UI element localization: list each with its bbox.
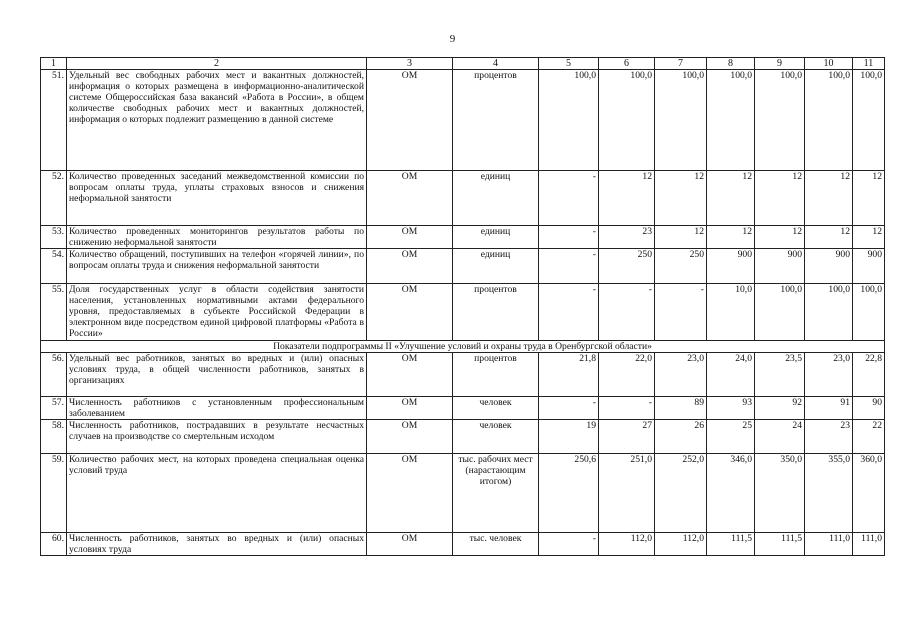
indicator-value: 100,0 — [539, 70, 599, 171]
indicator-value: 12 — [655, 226, 707, 249]
indicator-value: - — [599, 284, 655, 341]
indicator-value: - — [539, 171, 599, 226]
column-header: 2 — [67, 58, 367, 70]
indicators-table — [40, 57, 885, 556]
table-row — [41, 420, 885, 454]
indicator-value: 12 — [707, 226, 755, 249]
unit-of-measure: человек — [453, 397, 539, 420]
indicator-value: 23,0 — [805, 353, 853, 397]
unit-of-measure: тыс. рабочих мест (нарастающим итогом) — [453, 454, 539, 533]
row-number: 52. — [41, 171, 67, 226]
indicator-value: 100,0 — [805, 70, 853, 171]
indicator-value: 251,0 — [599, 454, 655, 533]
indicator-value: - — [539, 226, 599, 249]
indicator-value: 100,0 — [599, 70, 655, 171]
indicator-name: Количество проведенных мониторингов результатов работы по снижению неформальной занятости — [67, 226, 367, 249]
row-number: 53. — [41, 226, 67, 249]
table-row — [41, 454, 885, 533]
indicator-type: ОМ — [367, 70, 453, 171]
indicator-value: 900 — [755, 249, 805, 284]
indicator-value: 23 — [599, 226, 655, 249]
section-title: Показатели подпрограммы II «Улучшение условий и охраны труда в Оренбургской области» — [41, 341, 885, 353]
indicator-value: 100,0 — [707, 70, 755, 171]
table-row — [41, 397, 885, 420]
indicator-value: - — [539, 249, 599, 284]
row-number: 57. — [41, 397, 67, 420]
indicator-value: 111,5 — [755, 533, 805, 556]
indicator-type: ОМ — [367, 533, 453, 556]
indicator-type: ОМ — [367, 454, 453, 533]
column-header: 8 — [707, 58, 755, 70]
indicator-value: 100,0 — [655, 70, 707, 171]
indicator-value: 12 — [805, 171, 853, 226]
indicator-value: 900 — [853, 249, 885, 284]
column-header: 11 — [853, 58, 885, 70]
section-row — [41, 341, 885, 353]
indicator-value: 100,0 — [853, 284, 885, 341]
table-row — [41, 284, 885, 341]
unit-of-measure: процентов — [453, 70, 539, 171]
indicator-name: Доля государственных услуг в области содействия занятости населения, установленных нормативными актами федерального уровня, предоставляемых в субъекте Российской Федерации в электронном виде посредством единой цифровой платформы «Работа в России» — [67, 284, 367, 341]
indicator-value: 250 — [599, 249, 655, 284]
table-row — [41, 171, 885, 226]
indicator-value: 112,0 — [599, 533, 655, 556]
column-header-row — [41, 58, 885, 70]
indicator-value: 12 — [805, 226, 853, 249]
indicator-value: 250,6 — [539, 454, 599, 533]
indicator-value: 23,5 — [755, 353, 805, 397]
indicator-value: 10,0 — [707, 284, 755, 341]
indicator-value: 92 — [755, 397, 805, 420]
row-number: 60. — [41, 533, 67, 556]
indicator-value: - — [599, 397, 655, 420]
indicator-value: 90 — [853, 397, 885, 420]
indicator-type: ОМ — [367, 249, 453, 284]
indicator-value: 111,0 — [805, 533, 853, 556]
indicator-type: ОМ — [367, 226, 453, 249]
table-row — [41, 533, 885, 556]
unit-of-measure: процентов — [453, 284, 539, 341]
indicator-value: 12 — [599, 171, 655, 226]
unit-of-measure: единиц — [453, 226, 539, 249]
indicator-value: 24 — [755, 420, 805, 454]
page-number: 9 — [449, 33, 456, 45]
row-number: 51. — [41, 70, 67, 171]
indicator-value: 23 — [805, 420, 853, 454]
indicator-value: 12 — [755, 226, 805, 249]
table-row — [41, 70, 885, 171]
indicator-value: 23,0 — [655, 353, 707, 397]
indicator-value: 360,0 — [853, 454, 885, 533]
indicator-name: Численность работников с установленным профессиональным заболеванием — [67, 397, 367, 420]
unit-of-measure: единиц — [453, 171, 539, 226]
indicator-value: 100,0 — [755, 70, 805, 171]
indicator-value: 12 — [853, 226, 885, 249]
column-header: 3 — [367, 58, 453, 70]
indicator-value: 355,0 — [805, 454, 853, 533]
column-header: 9 — [755, 58, 805, 70]
column-header: 6 — [599, 58, 655, 70]
unit-of-measure: процентов — [453, 353, 539, 397]
indicator-value: 91 — [805, 397, 853, 420]
indicator-value: 900 — [707, 249, 755, 284]
indicator-value: 22,8 — [853, 353, 885, 397]
indicator-value: 22,0 — [599, 353, 655, 397]
column-header: 7 — [655, 58, 707, 70]
indicator-type: ОМ — [367, 171, 453, 226]
table-row — [41, 249, 885, 284]
indicator-name: Количество рабочих мест, на которых проведена специальная оценка условий труда — [67, 454, 367, 533]
unit-of-measure: человек — [453, 420, 539, 454]
indicator-value: 12 — [655, 171, 707, 226]
indicator-value: 111,5 — [707, 533, 755, 556]
indicator-value: 19 — [539, 420, 599, 454]
indicator-value: 24,0 — [707, 353, 755, 397]
indicator-value: - — [539, 284, 599, 341]
indicator-name: Удельный вес свободных рабочих мест и вакантных должностей, информация о которых размещена в информационно-аналитической системе Общероссийская база вакансий «Работа в России», в общем количестве свободных рабочих мест и вакантных должностей, информация о которых подлежит размещению в данной системе — [67, 70, 367, 171]
indicator-value: 25 — [707, 420, 755, 454]
indicator-value: 93 — [707, 397, 755, 420]
indicator-value: 89 — [655, 397, 707, 420]
indicator-value: 111,0 — [853, 533, 885, 556]
table-row — [41, 226, 885, 249]
indicator-name: Количество обращений, поступивших на телефон «горячей линии», по вопросам оплаты труда и снижения неформальной занятости — [67, 249, 367, 284]
indicator-name: Удельный вес работников, занятых во вредных и (или) опасных условиях труда, в общей численности работников, занятых в организациях — [67, 353, 367, 397]
indicator-name: Количество проведенных заседаний межведомственной комиссии по вопросам оплаты труда, уплаты страховых взносов и снижения неформальной занятости — [67, 171, 367, 226]
row-number: 59. — [41, 454, 67, 533]
indicator-type: ОМ — [367, 397, 453, 420]
indicator-value: - — [539, 533, 599, 556]
unit-of-measure: единиц — [453, 249, 539, 284]
indicator-value: 27 — [599, 420, 655, 454]
indicator-value: 250 — [655, 249, 707, 284]
indicator-value: 350,0 — [755, 454, 805, 533]
indicator-value: 22 — [853, 420, 885, 454]
indicator-value: - — [539, 397, 599, 420]
indicator-value: 100,0 — [755, 284, 805, 341]
indicator-type: ОМ — [367, 284, 453, 341]
column-header: 5 — [539, 58, 599, 70]
indicator-value: - — [655, 284, 707, 341]
indicator-value: 21,8 — [539, 353, 599, 397]
indicator-name: Численность работников, занятых во вредных и (или) опасных условиях труда — [67, 533, 367, 556]
indicator-value: 12 — [707, 171, 755, 226]
indicator-type: ОМ — [367, 420, 453, 454]
table-row — [41, 353, 885, 397]
indicator-value: 12 — [853, 171, 885, 226]
indicator-name: Численность работников, пострадавших в результате несчастных случаев на производстве со смертельным исходом — [67, 420, 367, 454]
row-number: 55. — [41, 284, 67, 341]
unit-of-measure: тыс. человек — [453, 533, 539, 556]
indicator-value: 252,0 — [655, 454, 707, 533]
indicator-value: 112,0 — [655, 533, 707, 556]
column-header: 4 — [453, 58, 539, 70]
column-header: 1 — [41, 58, 67, 70]
indicator-value: 12 — [755, 171, 805, 226]
row-number: 58. — [41, 420, 67, 454]
indicator-value: 900 — [805, 249, 853, 284]
indicator-value: 100,0 — [805, 284, 853, 341]
row-number: 56. — [41, 353, 67, 397]
column-header: 10 — [805, 58, 853, 70]
indicator-value: 100,0 — [853, 70, 885, 171]
indicator-value: 26 — [655, 420, 707, 454]
row-number: 54. — [41, 249, 67, 284]
indicator-value: 346,0 — [707, 454, 755, 533]
indicator-type: ОМ — [367, 353, 453, 397]
